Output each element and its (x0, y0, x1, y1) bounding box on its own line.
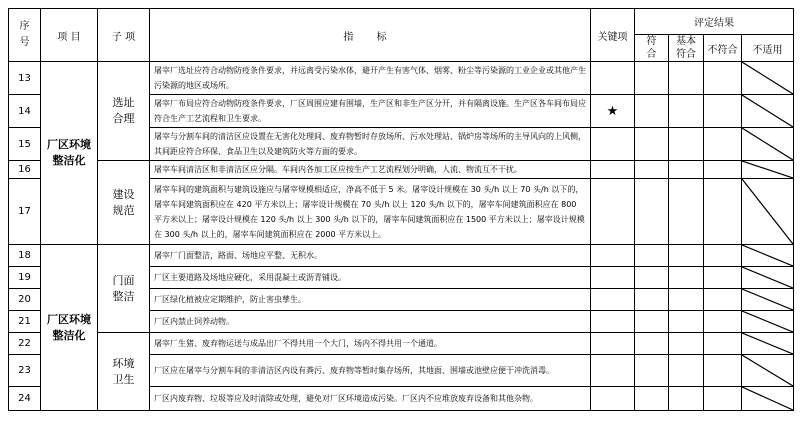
indicator-text: 屠宰厂选址应符合动物防疫条件要求，并远离受污染水体，避开产生有害气体、烟雾、粉尘等污染源的工业企业或其他产生污染源的地区或场所。 (150, 62, 591, 95)
basic-cell[interactable] (669, 355, 704, 387)
table-row (9, 333, 794, 355)
row-number: 15 (9, 128, 41, 161)
row-number: 20 (9, 289, 41, 311)
indicator-text: 厂区应在屠宰与分割车间的非清洁区内设有粪污、废弃物等暂时集存场所，其地面、围墙或池壁应便于冲洗消毒。 (150, 355, 591, 387)
nonconform-cell[interactable] (704, 267, 742, 289)
nonconform-cell[interactable] (704, 311, 742, 333)
indicator-text: 厂区内禁止饲养动物。 (150, 311, 591, 333)
indicator-text: 厂区内废弃物、垃圾等应及时清除或处理，避免对厂区环境造成污染。厂区内不应堆放废弃设备和其他杂物。 (150, 387, 591, 411)
key-item-cell (591, 179, 635, 245)
header-project: 项 目 (41, 9, 98, 62)
na-cell-slashed[interactable] (742, 179, 794, 245)
header-row-top (9, 9, 794, 35)
conform-cell[interactable] (635, 161, 669, 179)
row-number: 21 (9, 311, 41, 333)
indicator-text: 屠宰与分割车间的清洁区应设置在无害化处理间、废弃物暂时存放场所、污水处理站、锅炉房等场所的主导风向的上风侧，其间距应符合环保、食品卫生以及建筑防火等方面的要求。 (150, 128, 591, 161)
nonconform-cell[interactable] (704, 128, 742, 161)
basic-cell[interactable] (669, 179, 704, 245)
nonconform-cell[interactable] (704, 62, 742, 95)
subitem-cell: 门面整洁 (98, 245, 150, 333)
conform-cell[interactable] (635, 95, 669, 128)
row-number: 17 (9, 179, 41, 245)
nonconform-cell[interactable] (704, 245, 742, 267)
slash-mark (742, 128, 793, 160)
project-cell: 厂区环境整洁化 (41, 245, 98, 411)
assessment-table (8, 8, 794, 411)
row-number: 13 (9, 62, 41, 95)
na-cell-slashed[interactable] (742, 311, 794, 333)
nonconform-cell[interactable] (704, 355, 742, 387)
row-number: 24 (9, 387, 41, 411)
indicator-text: 屠宰车间的建筑面积与建筑设施应与屠宰规模相适应，净高不低于 5 米。屠宰设计规模在 30 头/h 以上 70 头/h 以下的，屠宰车间建筑面积应在 420 平方米以上；屠宰设计规模在 70 头/h 以上 120 头/h 以下的，屠宰车间建筑面积应在 800 平方米以上；屠宰设计规模在 120 头/h 以上 300 头/h 以下的，屠宰车间建筑面积应在 1500 平方米以上；屠宰设计规模在 300 头/h 以上的，屠宰车间建筑面积应在 2000 平方米以上。 (150, 179, 591, 245)
subitem-cell: 建设规范 (98, 161, 150, 245)
header-seq: 序号 (9, 9, 41, 62)
basic-cell[interactable] (669, 289, 704, 311)
indicator-text: 屠宰车间清洁区和非清洁区应分隔。车间内各加工区应按生产工艺流程划分明确，人流、物流互不干扰。 (150, 161, 591, 179)
conform-cell[interactable] (635, 311, 669, 333)
basic-cell[interactable] (669, 161, 704, 179)
row-number: 23 (9, 355, 41, 387)
nonconform-cell[interactable] (704, 387, 742, 411)
nonconform-cell[interactable] (704, 179, 742, 245)
header-conform: 符合 (635, 35, 669, 62)
conform-cell[interactable] (635, 245, 669, 267)
na-cell-slashed[interactable] (742, 333, 794, 355)
header-na: 不适用 (742, 35, 794, 62)
basic-cell[interactable] (669, 245, 704, 267)
na-cell-slashed[interactable] (742, 387, 794, 411)
na-cell-slashed[interactable] (742, 267, 794, 289)
subitem-cell: 选址合理 (98, 62, 150, 161)
project-cell: 厂区环境整洁化 (41, 62, 98, 245)
header-result: 评定结果 (635, 9, 794, 35)
slash-mark (742, 311, 793, 332)
conform-cell[interactable] (635, 128, 669, 161)
indicator-text: 厂区主要道路及场地应硬化，采用混凝土或沥青铺设。 (150, 267, 591, 289)
nonconform-cell[interactable] (704, 161, 742, 179)
indicator-text: 屠宰厂门面整洁，路面、场地应平整、无积水。 (150, 245, 591, 267)
na-cell-slashed[interactable] (742, 289, 794, 311)
indicator-text: 屠宰厂布局应符合动物防疫条件要求，厂区周围应建有围墙，生产区和非生产区分开，并有隔离设施。生产区各车间布局应符合生产工艺流程和卫生要求。 (150, 95, 591, 128)
slash-mark (742, 179, 793, 244)
subitem-cell: 环境卫生 (98, 333, 150, 411)
na-cell-slashed[interactable] (742, 355, 794, 387)
slash-mark (742, 95, 793, 127)
slash-mark (742, 62, 793, 94)
basic-cell[interactable] (669, 128, 704, 161)
header-key-item: 关键项 (591, 9, 635, 62)
nonconform-cell[interactable] (704, 333, 742, 355)
row-number: 14 (9, 95, 41, 128)
indicator-text: 屠宰厂生猪、废弃物运送与成品出厂不得共用一个大门，场内不得共用一个通道。 (150, 333, 591, 355)
row-number: 16 (9, 161, 41, 179)
key-item-cell (591, 311, 635, 333)
basic-cell[interactable] (669, 95, 704, 128)
na-cell-slashed[interactable] (742, 245, 794, 267)
row-number: 18 (9, 245, 41, 267)
conform-cell[interactable] (635, 333, 669, 355)
header-indicator: 指 标 (150, 9, 591, 62)
na-cell-slashed[interactable] (742, 95, 794, 128)
key-item-cell (591, 355, 635, 387)
table-row (9, 161, 794, 179)
slash-mark (742, 333, 793, 354)
row-number: 22 (9, 333, 41, 355)
indicator-text: 厂区绿化植被应定期维护，防止害虫孳生。 (150, 289, 591, 311)
key-item-cell (591, 245, 635, 267)
nonconform-cell[interactable] (704, 95, 742, 128)
na-cell-slashed[interactable] (742, 62, 794, 95)
conform-cell[interactable] (635, 355, 669, 387)
table-row (9, 62, 794, 95)
basic-cell[interactable] (669, 62, 704, 95)
basic-cell[interactable] (669, 267, 704, 289)
header-basic: 基本符合 (669, 35, 704, 62)
key-item-star: ★ (591, 95, 635, 128)
conform-cell[interactable] (635, 387, 669, 411)
slash-mark (742, 289, 793, 310)
slash-mark (742, 245, 793, 266)
header-nonconform: 不符合 (704, 35, 742, 62)
conform-cell[interactable] (635, 179, 669, 245)
conform-cell[interactable] (635, 267, 669, 289)
key-item-cell (591, 128, 635, 161)
key-item-cell (591, 289, 635, 311)
slash-mark (742, 267, 793, 288)
key-item-cell (591, 333, 635, 355)
basic-cell[interactable] (669, 311, 704, 333)
slash-mark (742, 161, 793, 178)
conform-cell[interactable] (635, 289, 669, 311)
na-cell-slashed[interactable] (742, 161, 794, 179)
na-cell-slashed[interactable] (742, 128, 794, 161)
key-item-cell (591, 387, 635, 411)
slash-mark (742, 355, 793, 386)
key-item-cell (591, 161, 635, 179)
conform-cell[interactable] (635, 62, 669, 95)
key-item-cell (591, 267, 635, 289)
header-subitem: 子 项 (98, 9, 150, 62)
row-number: 19 (9, 267, 41, 289)
basic-cell[interactable] (669, 387, 704, 411)
key-item-cell (591, 62, 635, 95)
slash-mark (742, 387, 793, 410)
basic-cell[interactable] (669, 333, 704, 355)
table-row (9, 245, 794, 267)
nonconform-cell[interactable] (704, 289, 742, 311)
